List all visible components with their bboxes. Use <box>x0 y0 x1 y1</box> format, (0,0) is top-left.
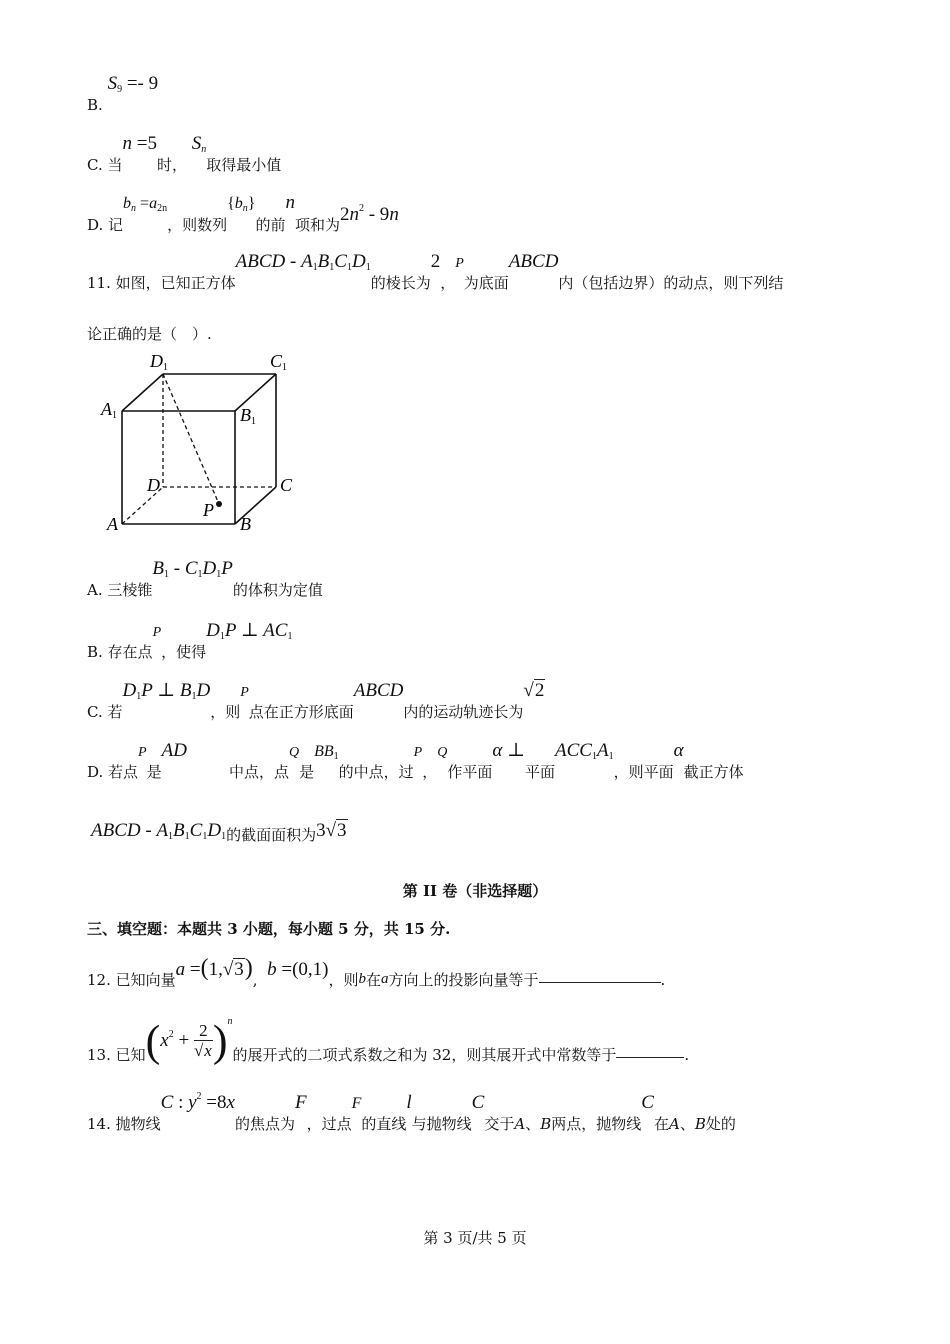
text: C. 若 <box>87 703 123 721</box>
label-c: C <box>280 475 293 495</box>
text: 的前 <box>255 216 286 234</box>
math-cube: ABCD - $A_1B_1C_1D_1$ <box>91 820 227 842</box>
q11-option-d: D. 若点P是AD中点，点Q是$BB_1$的中点，过P，Q作平面α ⊥平面$ACC_1A_1$，则平面α截正方体 <box>87 740 744 781</box>
text: ，则 <box>210 703 241 721</box>
text: 交于 <box>484 1115 515 1133</box>
math-bn: $b_n =a_{2n}$ <box>123 195 168 214</box>
math-vector-a: a =(1,√3) <box>175 955 253 981</box>
math-sum: $2n^2 - 9n$ <box>339 203 399 225</box>
q11-option-c <box>87 680 545 721</box>
text: 截正方体 <box>683 763 744 781</box>
text: 的直线 <box>361 1115 407 1133</box>
math-ad: AD <box>161 740 187 761</box>
label-b1: B1 <box>240 405 256 427</box>
segment-d1p <box>163 374 219 504</box>
math-abcd: ABCD <box>508 251 559 272</box>
math-f: F <box>351 1095 362 1112</box>
math-p: P <box>413 745 423 760</box>
answer-blank[interactable] <box>539 982 661 983</box>
math-l: l <box>406 1092 412 1113</box>
text: 在 <box>653 1115 669 1133</box>
math-abcd: ABCD <box>353 680 404 701</box>
q11-option-b <box>87 620 293 661</box>
math-f: F <box>294 1092 307 1113</box>
q11-option-a <box>87 558 323 599</box>
page-footer: 第 3 页/共 5 页 <box>423 1229 527 1247</box>
math-p: P <box>138 745 147 760</box>
text: 两点，抛物线 <box>551 1115 642 1133</box>
math-n: n <box>285 192 295 213</box>
option-label: D. 记 <box>87 216 124 234</box>
math-2: 2 <box>430 251 441 272</box>
text: 在 <box>365 971 381 989</box>
section-header: 三、填空题：本题共 3 小题，每小题 5 分，共 15 分. <box>87 920 451 938</box>
math-q: Q <box>288 745 300 760</box>
math-d1p-perp-ac1: $D_1P$ ⊥ $AC_1$ <box>206 620 293 642</box>
math-p: P <box>240 685 249 700</box>
text: 11. 如图，已知正方体 <box>87 274 236 292</box>
math-alpha-perp: α ⊥ <box>492 740 525 761</box>
option-d-line <box>87 192 399 234</box>
text: 方向上的投影向量等于 <box>388 971 539 989</box>
math-s9: $S_9 =- 9$ <box>107 73 159 95</box>
label-p: P <box>203 500 214 520</box>
text: ，过点 <box>306 1115 352 1133</box>
option-c-line <box>87 133 282 174</box>
math-bb1: $BB_1$ <box>314 743 339 762</box>
math-c: C <box>471 1092 485 1113</box>
math-b: b <box>358 971 366 987</box>
answer-blank[interactable] <box>616 1057 684 1058</box>
text: 中点，点 <box>228 763 289 781</box>
math-c: C <box>641 1092 654 1113</box>
label-d: D <box>147 475 160 495</box>
text: ，则数列 <box>167 216 228 234</box>
math-pyramid: $B_1 - C_1D_1P$ <box>152 558 233 580</box>
text: 内（包括边界）的动点，则下列结 <box>558 274 784 292</box>
text: 的展开式的二项式系数之和为 32，则其展开式中常数等于 <box>232 1046 617 1064</box>
math-alpha: α <box>673 740 684 761</box>
edge-a1d1 <box>122 374 163 411</box>
text: 的截面面积为 <box>226 826 317 844</box>
text: 13. 已知 <box>87 1046 146 1064</box>
text: 作平面 <box>447 763 493 781</box>
text: 的体积为定值 <box>232 581 323 599</box>
point-p <box>216 501 222 507</box>
text: 是 <box>146 763 162 781</box>
math-q: Q <box>437 745 448 760</box>
section-title: 第 II 卷（非选择题） <box>402 882 548 900</box>
text: 的焦点为 <box>234 1115 295 1133</box>
math-p: P <box>455 256 464 271</box>
text: 的棱长为 <box>370 274 431 292</box>
text: A. 三棱锥 <box>87 581 153 599</box>
text: 项和为 <box>294 216 340 234</box>
math-n5: n =5 <box>122 133 157 154</box>
math-vector-b: b =(0,1) <box>267 959 329 980</box>
q11-line2: 论正确的是（ ）. <box>87 325 212 343</box>
text: 14. 抛物线 <box>87 1115 161 1133</box>
label-d1: D1 <box>150 351 168 373</box>
math-binomial: ($x^2$ + $\frac{2}{√x}$ )$^n$ <box>145 1016 233 1066</box>
text: 时， <box>156 156 187 174</box>
q12-line: 12. 已知向量a =(1,√3), b =(0,1)，则b在a方向上的投影向量等于 . <box>87 955 666 989</box>
label-a: A <box>107 514 118 534</box>
math-3sqrt3: 3√3 <box>316 820 347 841</box>
text: D. 若点 <box>87 763 139 781</box>
text: 内的运动轨迹长为 <box>403 703 524 721</box>
label-a1: A1 <box>101 399 117 421</box>
math-a: a <box>381 971 389 987</box>
text: ，则平面 <box>613 763 674 781</box>
q11-line1: 11. 如图，已知正方体ABCD - $A_1B_1C_1D_1$的棱长为2，P为底面ABCD内（包括边界）的动点，则下列结 <box>87 251 784 292</box>
text: ，则 <box>328 971 359 989</box>
math-p: P <box>152 625 162 640</box>
text: 的中点，过 <box>338 763 414 781</box>
option-b-line <box>87 73 159 114</box>
q14-line: 14. 抛物线C : $y^2 =8x$的焦点为F，过点F的直线l与抛物线C交于A、B两点，抛物线C在A、B处的 <box>87 1091 736 1133</box>
math-sn: $S_n$ <box>191 133 207 155</box>
text: 处的 <box>705 1115 736 1133</box>
math-bn-seq: $\{b_n\}$ <box>227 195 256 214</box>
text: 取得最小值 <box>206 156 282 174</box>
text: B. 存在点 <box>87 643 153 661</box>
math-acc1a1: $ACC_1A_1$ <box>555 740 614 762</box>
q13-line: 13. 已知($x^2$ + $\frac{2}{√x}$ )$^n$的展开式的二项式系数之和为 32，则其展开式中常数等于 . <box>87 1016 690 1066</box>
option-label: C. 当 <box>87 156 123 174</box>
option-label: B. <box>87 96 103 114</box>
q11-option-d-line2 <box>91 820 348 842</box>
math-d1p-perp-b1d: $D_1P$ ⊥ $B_1D$ <box>122 680 211 702</box>
label-b: B <box>240 514 251 534</box>
math-parabola: C : $y^2 =8x$ <box>160 1091 235 1113</box>
math-cube: ABCD - $A_1B_1C_1D_1$ <box>235 251 371 273</box>
math-sqrt2: √2 <box>523 680 545 701</box>
text: 与抛物线 <box>411 1115 472 1133</box>
cube-figure <box>95 345 310 540</box>
text: 是 <box>299 763 315 781</box>
text: ，使得 <box>161 643 207 661</box>
text: 平面 <box>524 763 555 781</box>
text: 为底面 <box>463 274 509 292</box>
text: 点在正方形底面 <box>248 703 354 721</box>
text: 12. 已知向量 <box>87 971 176 989</box>
label-c1: C1 <box>270 351 288 373</box>
